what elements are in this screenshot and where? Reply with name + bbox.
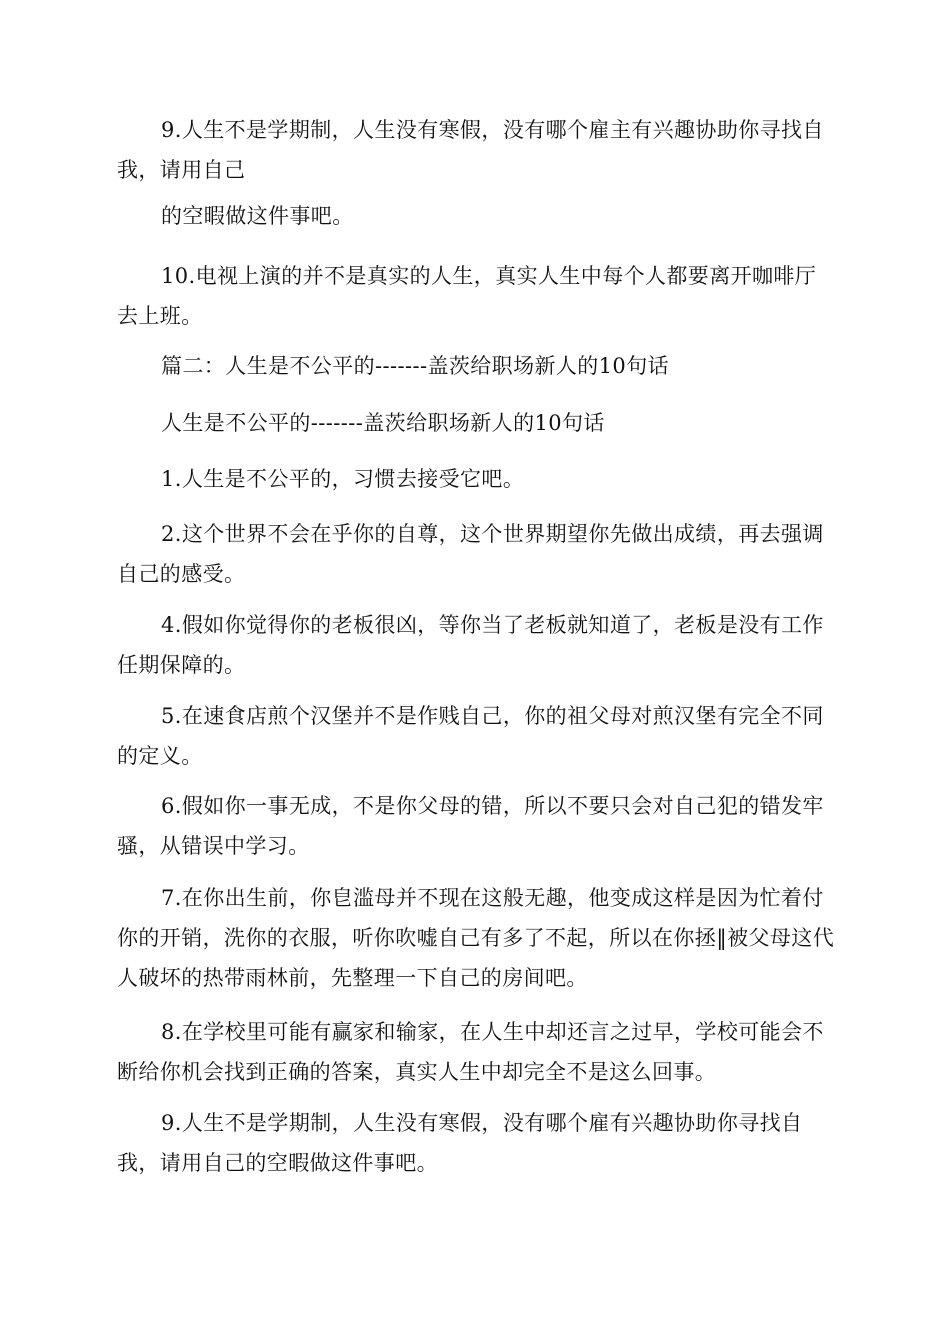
paragraph-item-5: 5.在速食店煎个汉堡并不是作贱自己，你的祖父母对煎汉堡有完全不同的定义。 xyxy=(117,704,824,768)
paragraph-item-4: 4.假如你觉得你的老板很凶，等你当了老板就知道了，老板是没有工作任期保障的。 xyxy=(117,613,824,677)
article-title: 人生是不公平的-------盖茨给职场新人的10句话 xyxy=(161,411,605,435)
paragraph-item-9: 9.人生不是学期制，人生没有寒假，没有哪个雇有兴趣协助你寻找自我，请用自己的空暇做这件事吧。 xyxy=(117,1111,803,1175)
paragraph-item-7: 7.在你出生前，你皀滥母并不现在这般无趣，他变成这样是因为忙着付你的开销，洗你的衣服，听你吹嘘自己有多了不起，所以在你拯‖被父母这代人破坏的热带雨林前，先整理一下自己的房间吧。 xyxy=(117,886,835,990)
paragraph-continuation: 的空暇做这件事吧。 xyxy=(161,204,354,228)
paragraph-item-6: 6.假如你一事无成，不是你父母的错，所以不要只会对自己犯的错发牢骚，从错误中学习。 xyxy=(117,794,824,858)
paragraph-item-9-partial: 9.人生不是学期制，人生没有寒假，没有哪个雇主有兴趣协助你寻找自我，请用自己 xyxy=(117,118,824,182)
paragraph-item-10: 10.电视上演的并不是真实的人生，真实人生中每个人都要离开咖啡厅去上班。 xyxy=(117,264,817,328)
paragraph-item-2: 2.这个世界不会在乎你的自尊，这个世界期望你先做出成绩，再去强调自己的感受。 xyxy=(117,522,824,586)
paragraph-item-8: 8.在学校里可能有赢家和输家，在人生中却还言之过早，学校可能会不断给你机会找到正确的答案，真实人生中却完全不是这么回事。 xyxy=(117,1020,824,1084)
section-heading: 篇二：人生是不公平的-------盖茨给职场新人的10句话 xyxy=(161,354,669,378)
paragraph-item-1: 1.人生是不公平的，习惯去接受它吧。 xyxy=(161,467,525,491)
